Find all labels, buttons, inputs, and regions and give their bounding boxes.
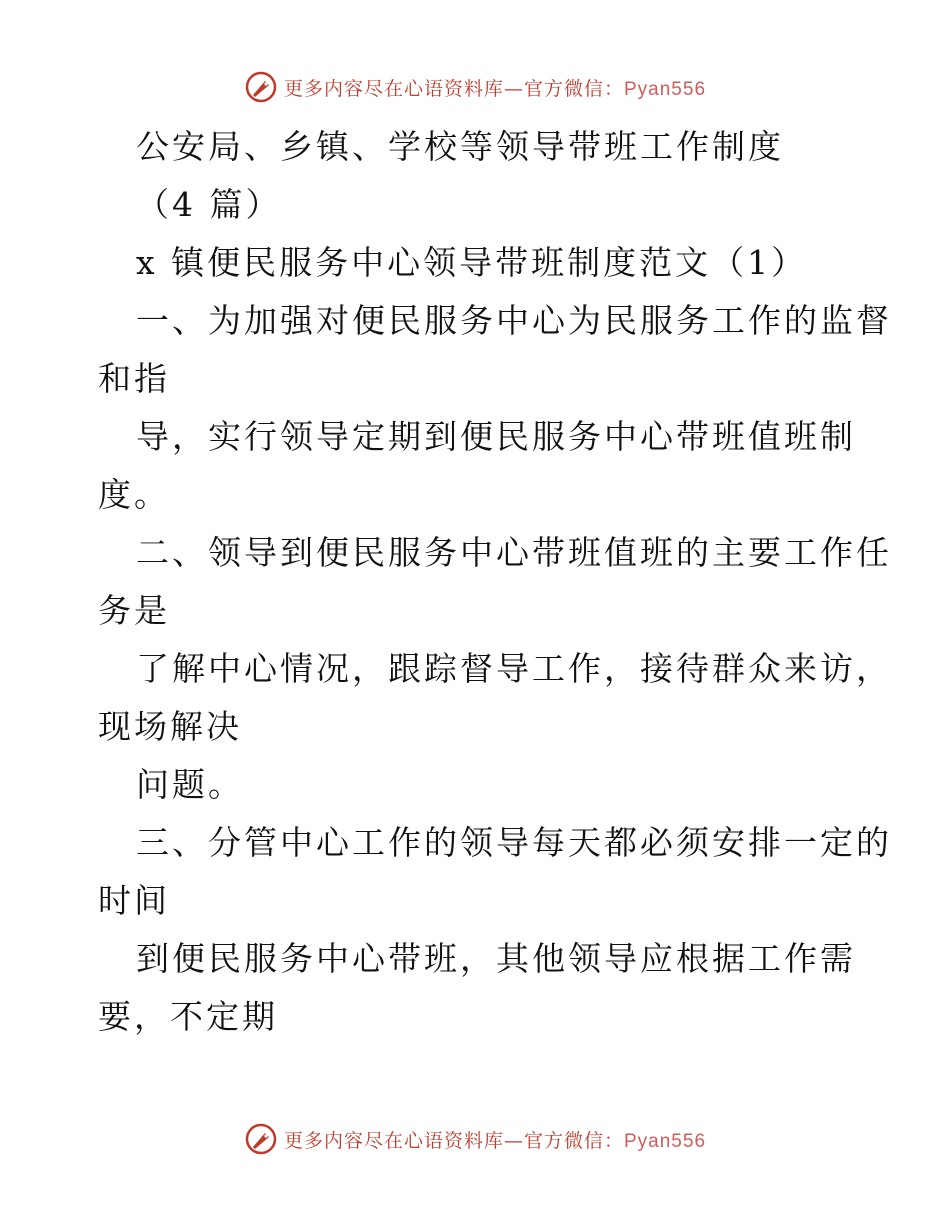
doc-text-line: 导，实行领导定期到便民服务中心带班值班制 (136, 417, 856, 456)
doc-text-line: 务是 (98, 591, 170, 630)
doc-text-line: 现场解决 (98, 707, 242, 746)
doc-text-line: 和指 (98, 359, 170, 398)
doc-text-line: 到便民服务中心带班，其他领导应根据工作需 (136, 939, 856, 978)
pen-nib-logo-icon (244, 70, 278, 104)
document-body (98, 118, 892, 1046)
doc-title-line-1: 公安局、乡镇、学校等领导带班工作制度 (136, 127, 784, 166)
watermark-text-cn: 更多内容尽在心语资料库—官方微信： (283, 77, 624, 100)
doc-text-line: 要，不定期 (98, 997, 278, 1036)
watermark-text-cn: 更多内容尽在心语资料库—官方微信： (283, 1129, 624, 1152)
header-watermark (0, 70, 950, 104)
watermark-text (284, 1126, 706, 1153)
doc-text-line: 问题。 (136, 765, 244, 804)
watermark-text-latin: Pyan556 (624, 1130, 707, 1152)
doc-text-line: 一、为加强对便民服务中心为民服务工作的监督 (136, 301, 892, 340)
doc-subtitle: x 镇便民服务中心领导带班制度范文（1） (136, 243, 808, 282)
doc-text-line: 了解中心情况，跟踪督导工作，接待群众来访， (136, 649, 892, 688)
pen-nib-logo-icon (244, 1122, 278, 1156)
footer-watermark (0, 1122, 950, 1156)
doc-text-line: 三、分管中心工作的领导每天都必须安排一定的 (136, 823, 892, 862)
doc-text-line: 度。 (98, 475, 170, 514)
doc-text-line: 时间 (98, 881, 170, 920)
doc-title-line-2: （4 篇） (136, 185, 282, 224)
watermark-text (284, 74, 706, 101)
doc-text-line: 二、领导到便民服务中心带班值班的主要工作任 (136, 533, 892, 572)
watermark-text-latin: Pyan556 (624, 78, 707, 100)
